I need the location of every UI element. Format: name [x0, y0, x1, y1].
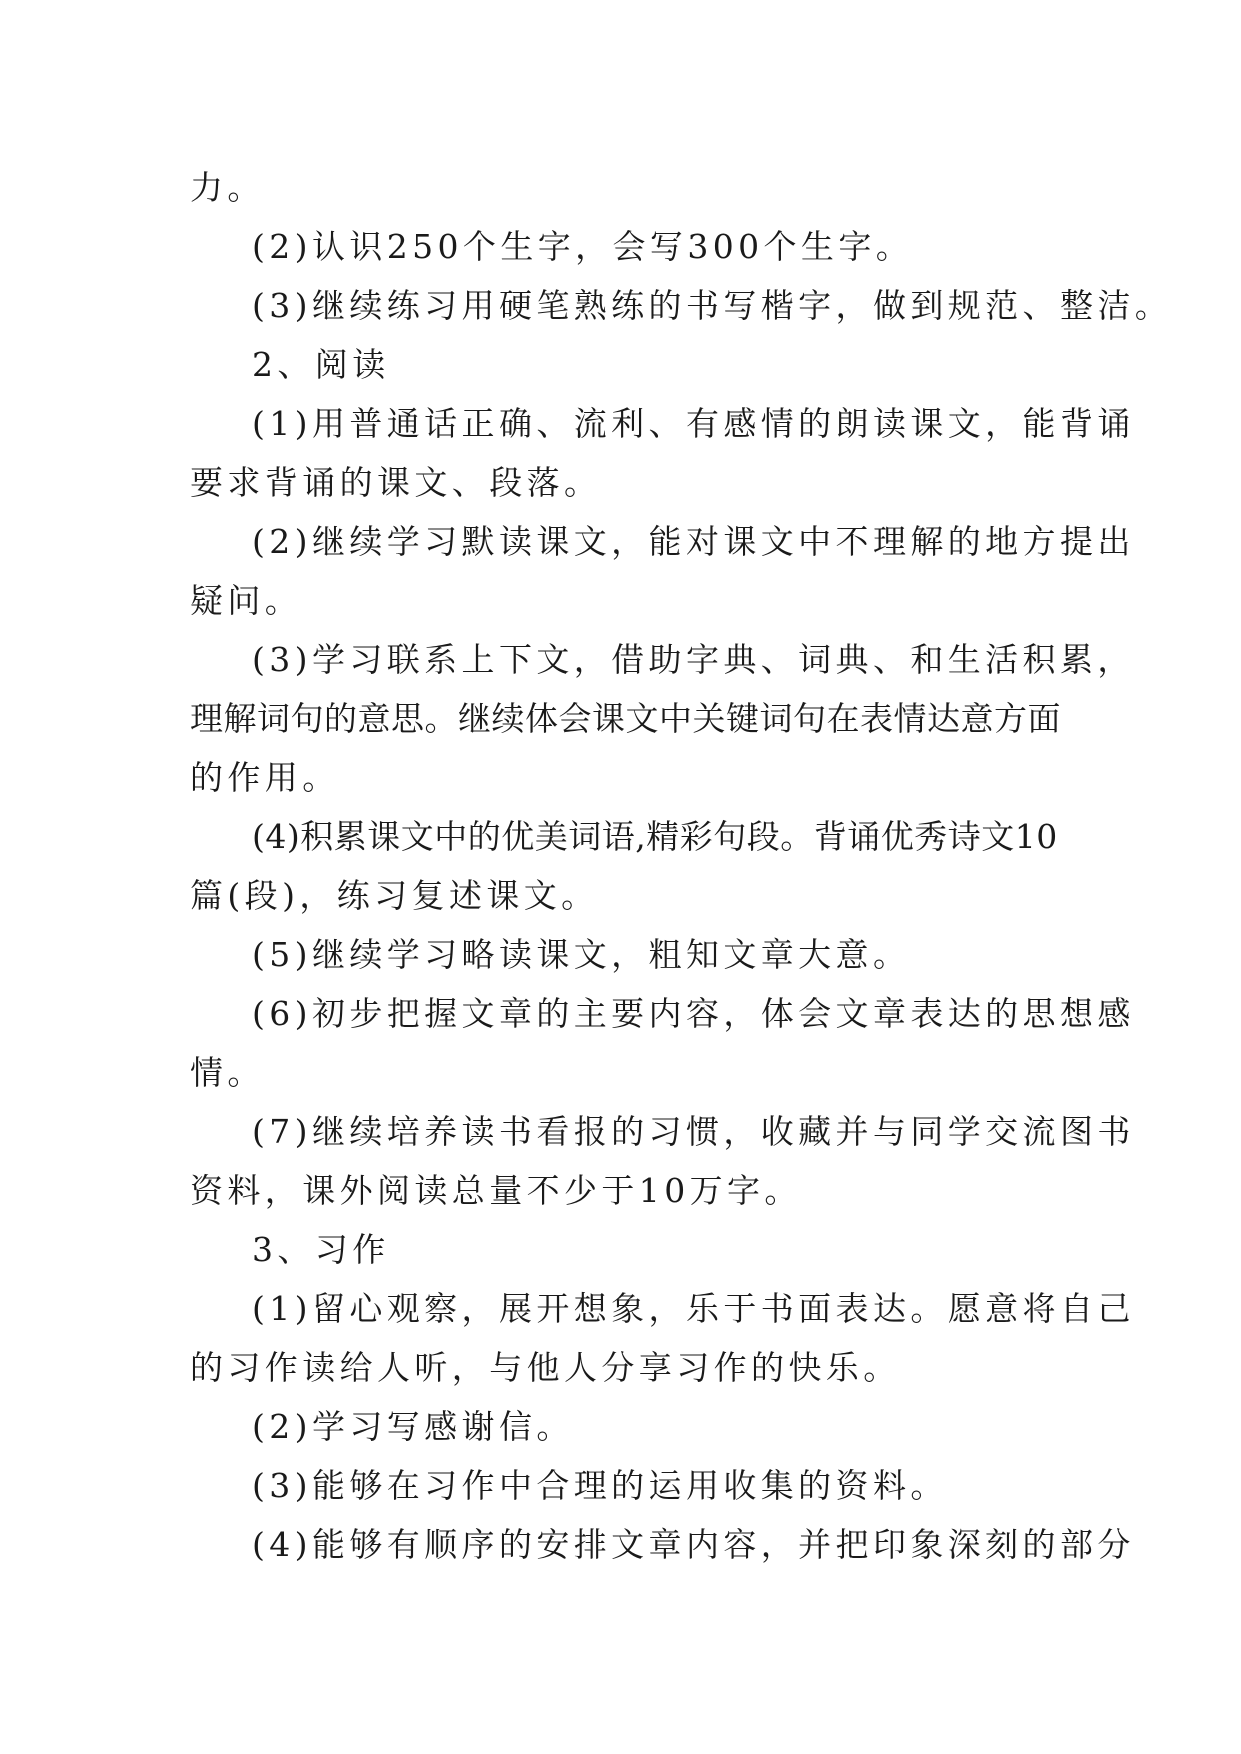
document-body: [190, 158, 1173, 1574]
text-line: (2)继续学习默读课文，能对课文中不理解的地方提出: [252, 522, 1135, 561]
text-line: (4)积累课文中的优美词语,精彩句段。背诵优秀诗文10: [252, 817, 1058, 856]
text-line: 资料，课外阅读总量不少于10万字。: [190, 1171, 802, 1210]
text-line: (2)认识250个生字，会写300个生字。: [252, 227, 914, 266]
text-line: 情。: [190, 1053, 265, 1092]
text-line: 力。: [190, 168, 265, 207]
text-line: 要求背诵的课文、段落。: [190, 463, 602, 502]
text-line: (4)能够有顺序的安排文章内容，并把印象深刻的部分: [252, 1525, 1135, 1564]
section-heading: 2、阅读: [252, 345, 390, 384]
section-heading: 3、习作: [252, 1230, 390, 1269]
text-line: 的习作读给人听，与他人分享习作的快乐。: [190, 1348, 901, 1387]
text-line: (6)初步把握文章的主要内容，体会文章表达的思想感: [252, 994, 1135, 1033]
text-line: (2)学习写感谢信。: [252, 1407, 574, 1446]
text-line: 的作用。: [190, 758, 340, 797]
text-line: (5)继续学习略读课文，粗知文章大意。: [252, 935, 911, 974]
text-line: 理解词句的意思。继续体会课文中关键词句在表情达意方面: [190, 699, 1061, 738]
text-line: (1)留心观察，展开想象，乐于书面表达。愿意将自己: [252, 1289, 1135, 1328]
text-line: (3)能够在习作中合理的运用收集的资料。: [252, 1466, 948, 1505]
text-line: (3)继续练习用硬笔熟练的书写楷字，做到规范、整洁。: [252, 286, 1173, 325]
text-line: (3)学习联系上下文，借助字典、词典、和生活积累，: [252, 640, 1135, 679]
text-line: (1)用普通话正确、流利、有感情的朗读课文，能背诵: [252, 404, 1135, 443]
text-line: (7)继续培养读书看报的习惯，收藏并与同学交流图书: [252, 1112, 1135, 1151]
text-line: 疑问。: [190, 581, 303, 620]
text-line: 篇(段)，练习复述课文。: [190, 876, 599, 915]
